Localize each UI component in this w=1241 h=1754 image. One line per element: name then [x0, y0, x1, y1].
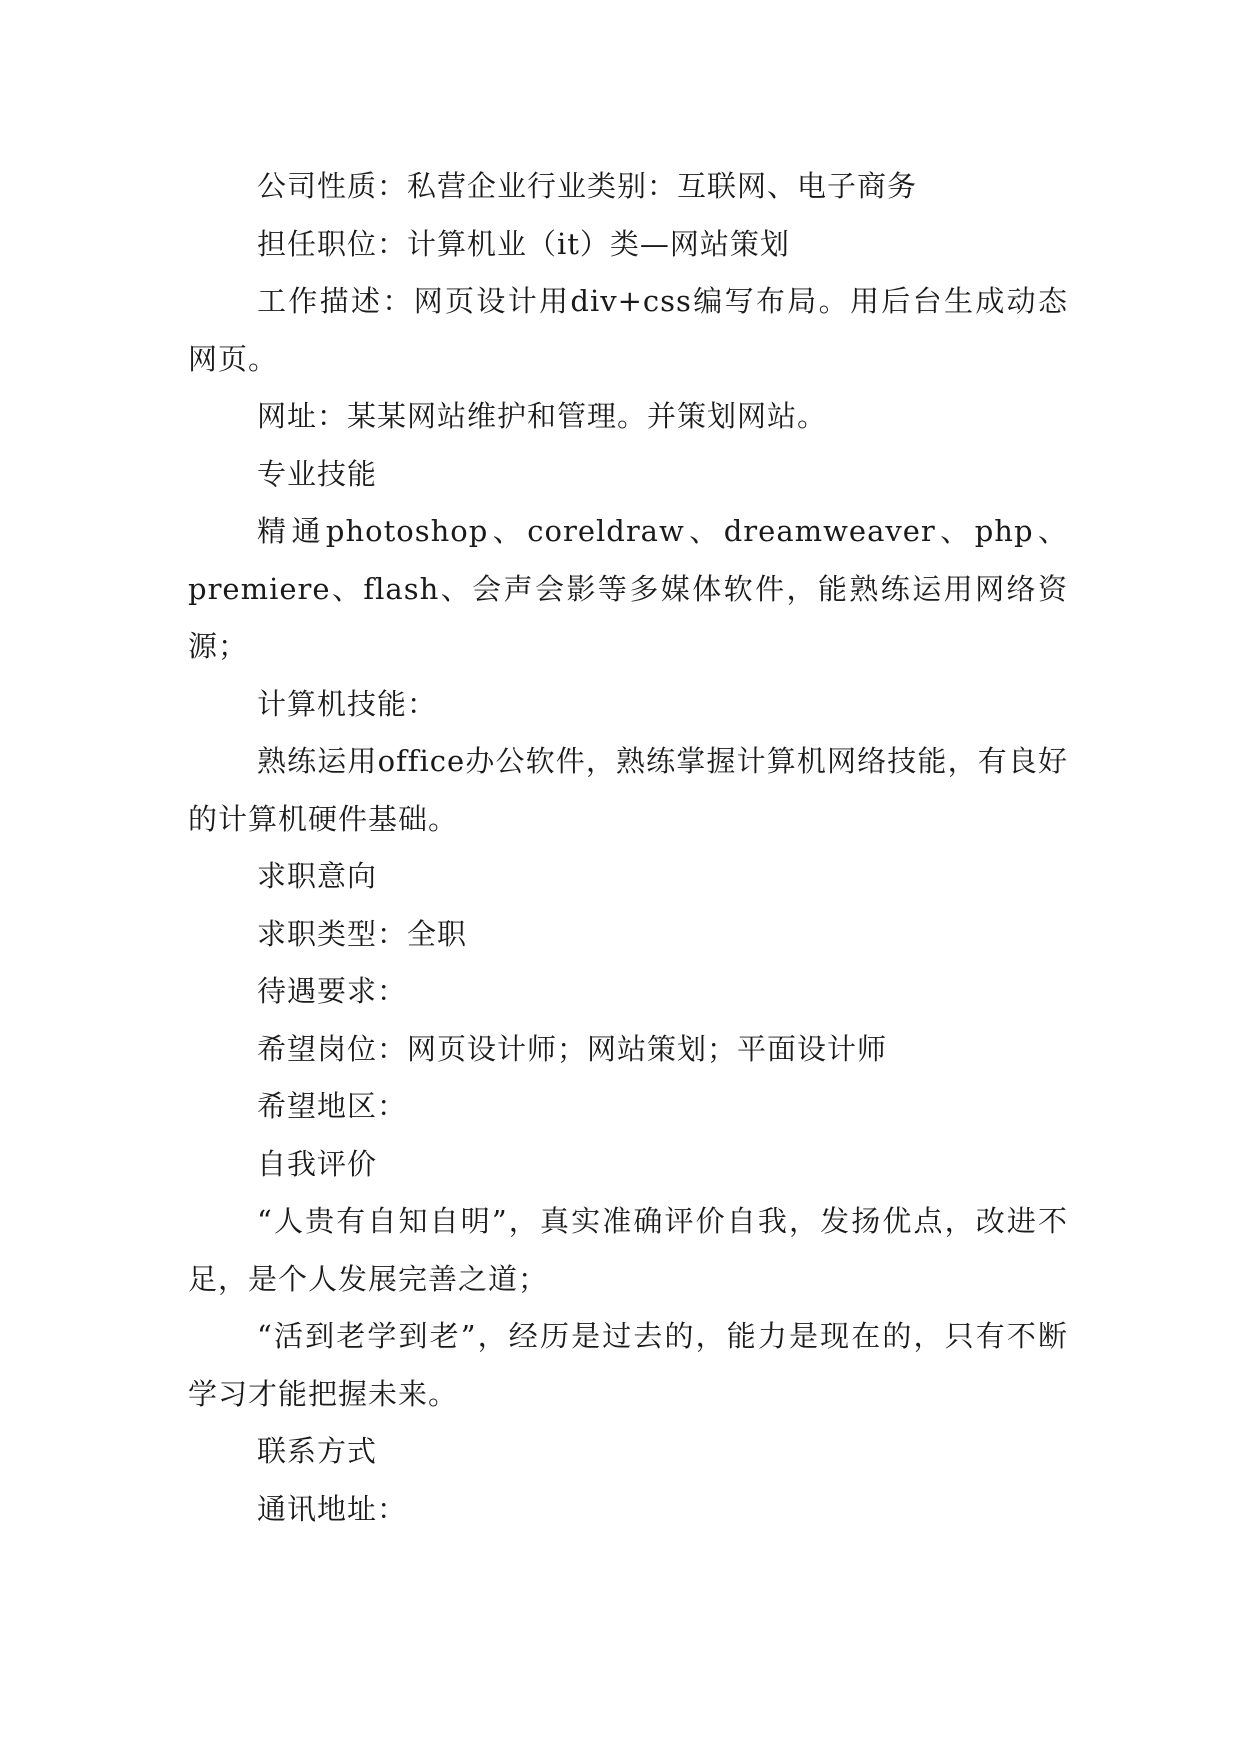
job-type-line: 求职类型：全职 — [257, 916, 468, 951]
document-body — [188, 158, 1068, 1538]
self-evaluation-paragraph-2: “活到老学到老”，经历是过去的，能力是现在的，只有不断学习才能把握未来。 — [188, 1319, 1068, 1411]
section-heading-skills: 专业技能 — [257, 456, 378, 491]
website-line: 网址：某某网站维护和管理。并策划网站。 — [257, 399, 828, 433]
section-heading-contact: 联系方式 — [257, 1434, 378, 1468]
desired-position-line: 希望岗位：网页设计师；网站策划；平面设计师 — [257, 1031, 888, 1066]
section-heading-job-intention: 求职意向 — [257, 859, 378, 893]
self-evaluation-paragraph-1: “人贵有自知自明”，真实准确评价自我，发扬优点，改进不足，是个人发展完善之道； — [188, 1204, 1068, 1296]
mailing-address-line: 通讯地址： — [257, 1491, 408, 1526]
computer-skills-paragraph: 熟练运用office办公软件，熟练掌握计算机网络技能，有良好的计算机硬件基础。 — [188, 744, 1068, 836]
section-heading-computer-skills: 计算机技能： — [257, 686, 438, 721]
company-nature-line: 公司性质：私营企业行业类别：互联网、电子商务 — [257, 169, 918, 203]
position-line: 担任职位：计算机业（it）类—网站策划 — [257, 226, 790, 261]
section-heading-self-evaluation: 自我评价 — [257, 1146, 378, 1181]
desired-region-line: 希望地区： — [257, 1089, 408, 1123]
job-description-paragraph: 工作描述：网页设计用div+css编写布局。用后台生成动态网页。 — [188, 284, 1068, 376]
salary-requirement-line: 待遇要求： — [257, 974, 408, 1008]
skills-paragraph: 精通photoshop、coreldraw、dreamweaver、php、premiere、flash、会声会影等多媒体软件，能熟练运用网络资源； — [188, 514, 1068, 663]
